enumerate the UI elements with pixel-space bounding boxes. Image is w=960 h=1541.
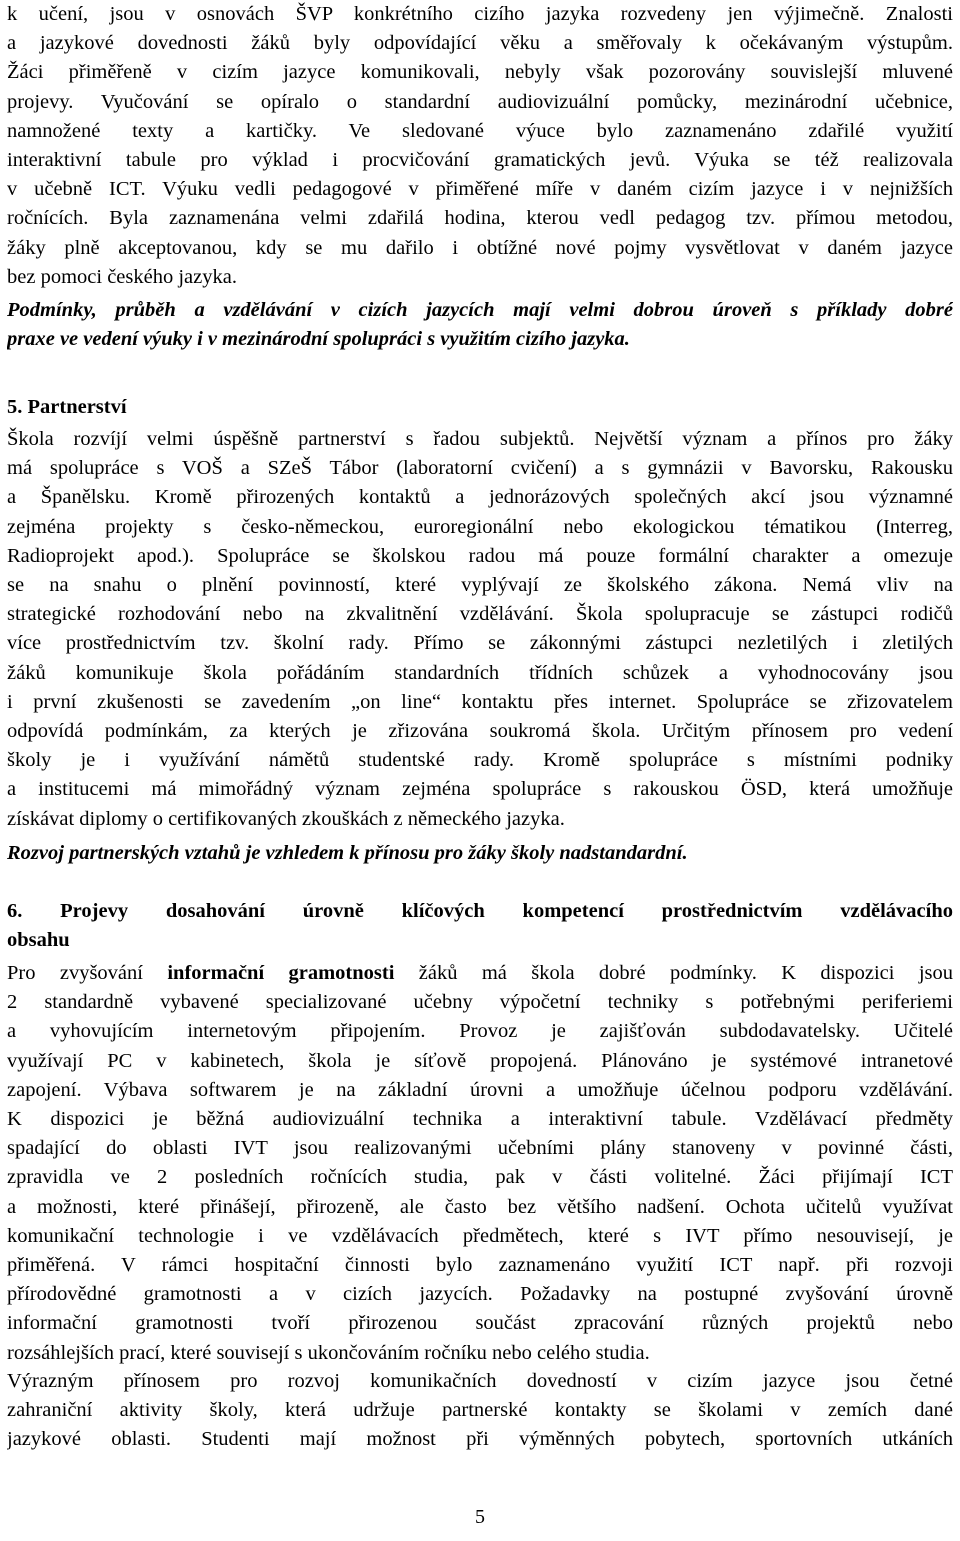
text-line: praxe ve vedení výuky i v mezinárodní spolupráci s využitím cizího jazyka. (7, 328, 630, 351)
text-line: Podmínky, průběh a vzdělávání v cizích jazycích mají velmi dobrou úroveň s příklady dobré (7, 299, 953, 321)
text-line: interaktivní tabule pro výklad i procvičování gramatických jevů. Výuka se též realizovala (7, 149, 953, 172)
paragraph-languages (7, 0, 953, 292)
text-segment: Pro zvyšování (7, 962, 168, 984)
text-line: školy je i využívání námětů studentské rady. Kromě spolupráce s místními podniky (7, 749, 953, 772)
paragraph-partnership (7, 425, 953, 834)
text-line: se na snahu o plnění povinností, které vyplývají ze školského zákona. Nemá vliv na (7, 574, 953, 597)
text-line: namnožené texty a kartičky. Ve sledované výuce bylo zaznamenáno zdařilé využití (7, 119, 953, 142)
text-line: jazykové oblasti. Studenti mají možnost při výměnných pobytech, sportovních utkáních (7, 1428, 953, 1451)
text-line: a institucemi má mimořádný význam zejména spolupráce s rakouskou ÖSD, která umožňuje (7, 778, 953, 801)
text-line: K dispozici je běžná audiovizuální technika a interaktivní tabule. Vzdělávací předměty (7, 1108, 953, 1131)
text-line: a vyhovujícím internetovým připojením. Provoz je zajišťován subdodavatelsky. Učitelé (7, 1020, 953, 1043)
text-line: zapojení. Výbava softwarem je na základní úrovni a umožňuje účelnou podporu vzdělávání. (7, 1078, 953, 1101)
text-line: strategické rozhodování nebo na zkvalitnění vzdělávání. Škola spolupracuje se zástupci rodičů (7, 603, 953, 626)
text-line: ročnících. Byla zaznamenána velmi zdařilá hodina, kterou vedl pedagog tzv. přímou metodou, (7, 207, 953, 230)
text-line: bez pomoci českého jazyka. (7, 265, 237, 288)
text-line (7, 959, 953, 988)
text-line: 2 standardně vybavené specializované učebny výpočetní techniky s potřebnými periferiemi (7, 991, 953, 1014)
conclusion-partnership: Rozvoj partnerských vztahů je vzhledem k přínosu pro žáky školy nadstandardní. (7, 842, 688, 864)
heading-line: obsahu (7, 929, 70, 951)
section-heading-partnership: 5. Partnerství (7, 396, 127, 418)
text-line: spadající do oblasti IVT jsou realizovanými učebními plány stanoveny v povinné části, (7, 1137, 953, 1160)
text-line: komunikační technologie i ve vzdělávacích předmětech, které s IVT přímo nesouvisejí, je (7, 1224, 953, 1247)
text-line: má spolupráce s VOŠ a SZeŠ Tábor (laboratorní cvičení) a s gymnázii v Bavorsku, Rakousku (7, 457, 953, 480)
page-number: 5 (475, 1506, 485, 1528)
text-line: Výrazným přínosem pro rozvoj komunikačních dovedností v cizím jazyce jsou četné (7, 1370, 953, 1392)
text-line: zahraniční aktivity školy, která udržuje partnerské kontakty se školami v zemích dané (7, 1399, 953, 1422)
text-line: více prostřednictvím tzv. školní rady. Přímo se zákonnými zástupci nezletilých i zletilých (7, 632, 953, 655)
text-line: získávat diplomy o certifikovaných zkouškách z německého jazyka. (7, 807, 565, 830)
text-line: a jazykové dovednosti žáků byly odpovídající věku a směřovaly k očekávaným výstupům. (7, 32, 953, 55)
heading-line: 6. Projevy dosahování úrovně klíčových kompetencí prostřednictvím vzdělávacího (7, 900, 953, 922)
text-line: k učení, jsou v osnovách ŠVP konkrétního cizího jazyka rozvedeny jen výjimečně. Znalosti (7, 3, 953, 25)
text-line: rozsáhlejších prací, které souvisejí s ukončováním ročníku nebo celého studia. (7, 1341, 650, 1364)
text-line: žáky plně akceptovanou, kdy se mu dařilo i obtížné nové pojmy vysvětlovat v daném jazyce (7, 236, 953, 259)
text-line: Radioprojekt apod.). Spolupráce se školskou radou má pouze formální charakter a omezuje (7, 544, 953, 567)
text-segment: žáků má škola dobré podmínky. K dispozici jsou (394, 962, 953, 984)
text-line: odpovídá podmínkám, za kterých je zřizována soukromá škola. Určitým přínosem pro vedení (7, 720, 953, 743)
section-heading-competences (7, 897, 953, 955)
text-line: zejména projekty s česko-německou, euroregionální nebo ekologickou tématikou (Interreg, (7, 515, 953, 538)
text-line: Škola rozvíjí velmi úspěšně partnerství s řadou subjektů. Největší význam a přínos pro žáky (7, 428, 953, 450)
text-line: zpravidla ve 2 posledních ročnících studia, pak v části volitelné. Žáci přijímají ICT (7, 1166, 953, 1189)
text-line: Žáci přiměřeně v cizím jazyce komunikovali, nebyly však pozorovány souvislejší mluvené (7, 61, 953, 84)
text-line: žáků komunikuje škola pořádáním standardních třídních schůzek a vyhodnocovány jsou (7, 661, 953, 684)
text-line: a možnosti, které přinášejí, přirozeně, ale často bez většího nadšení. Ochota učitelů využívat (7, 1195, 953, 1218)
text-line: přírodovědné gramotnosti a v cizích jazycích. Požadavky na postupné zvyšování úrovně (7, 1283, 953, 1306)
emphasis-text: informační gramotnosti (167, 962, 395, 984)
text-line: a Španělsku. Kromě přirozených kontaktů a jednorázových společných akcí jsou významné (7, 486, 953, 509)
text-line: přiměřená. V rámci hospitační činnosti bylo zaznamenáno využití ICT např. při rozvoji (7, 1254, 953, 1277)
text-line: informační gramotnosti tvoří přirozenou součást zpracování různých projektů nebo (7, 1312, 953, 1335)
text-line: projevy. Vyučování se opíralo o standardní audiovizuální pomůcky, mezinárodní učebnice, (7, 90, 953, 113)
paragraph-communication (7, 1367, 953, 1455)
text-line: využívají PC v kabinetech, škola je síťově propojená. Plánováno je systémové intranetové (7, 1049, 953, 1072)
conclusion-languages (7, 296, 953, 354)
text-line: i první zkušenosti se zavedením „on line“ kontaktu přes internet. Spolupráce se zřizovatelem (7, 690, 953, 713)
text-line: v učebně ICT. Výuku vedli pedagogové v přiměřené míře v daném cizím jazyce i v nejnižších (7, 178, 953, 201)
paragraph-information-literacy (7, 959, 953, 1368)
